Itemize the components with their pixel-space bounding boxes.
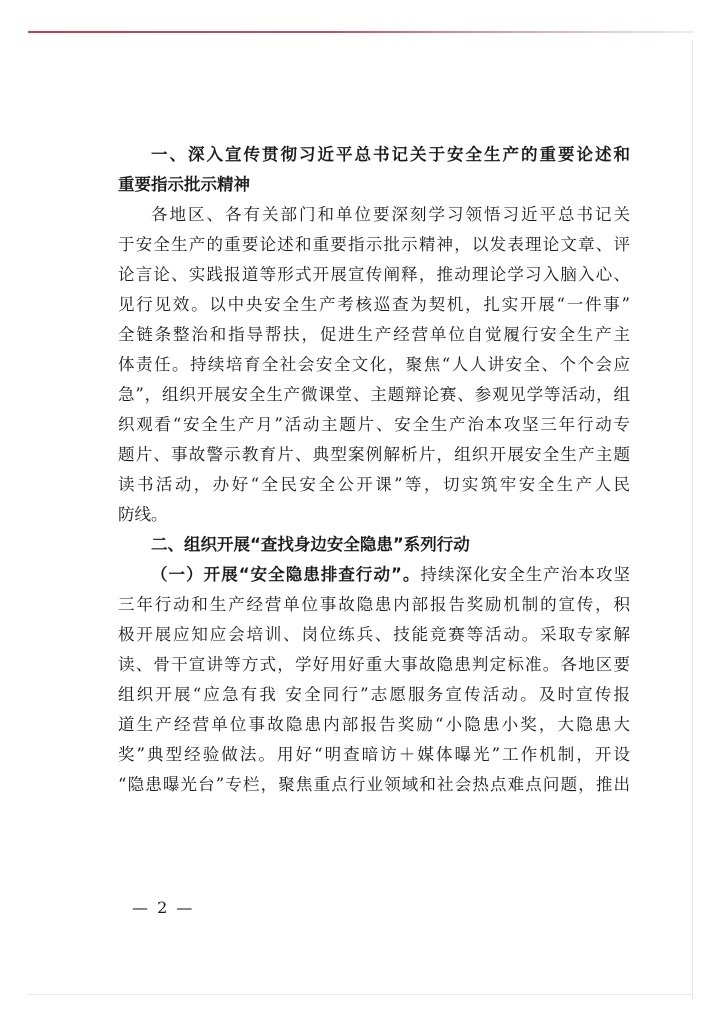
section2-heading: 二、组织开展“查找身边安全隐患”系列行动 [151, 535, 470, 554]
section2-sub1-first-line [118, 560, 630, 590]
section1-paragraph-line: 各地区、各有关部门和单位要深刻学习领悟习近平总书记关 [151, 205, 630, 224]
section2-sub1-title: （一）开展“安全隐患排查行动”。 [151, 565, 421, 584]
section2-paragraph-line: 三年行动和生产经营单位事故隐患内部报告奖励机制的宣传，积 [118, 595, 630, 614]
section2-paragraph-line: 道生产经营单位事故隐患内部报告奖励“小隐患小奖，大隐患大 [118, 715, 630, 734]
section1-paragraph-line: 见行见效。以中央安全生产考核巡查为契机，扎实开展“一件事” [118, 295, 630, 314]
document-body [118, 140, 630, 800]
section1-paragraph-line: 于安全生产的重要论述和重要指示批示精神，以发表理论文章、评 [118, 235, 630, 254]
section1-paragraph-line: 防线。 [118, 505, 168, 524]
header-rule [28, 31, 694, 33]
section1-paragraph-line: 论言论、实践报道等形式开展宣传阐释，推动理论学习入脑入心、 [118, 265, 630, 284]
section2-paragraph-line: 读、骨干宣讲等方式，学好用好重大事故隐患判定标准。各地区要 [118, 655, 630, 674]
page-number: — 2 — [132, 898, 195, 917]
section2-paragraph-line: 奖”典型经验做法。用好“明查暗访＋媒体曝光”工作机制，开设 [118, 745, 630, 764]
section2-paragraph-line: 组织开展“应急有我 安全同行”志愿服务宣传活动。及时宣传报 [118, 685, 630, 704]
section2-sub1-first-rest: 持续深化安全生产治本攻坚 [420, 565, 630, 584]
section1-heading-line-2: 重要指示批示精神 [118, 175, 250, 194]
section1-paragraph-line: 急”，组织开展安全生产微课堂、主题辩论赛、参观见学等活动，组 [118, 385, 630, 404]
page-edge [692, 40, 693, 1000]
section1-paragraph-line: 题片、事故警示教育片、典型案例解析片，组织开展安全生产主题 [118, 445, 630, 464]
footer-rule [28, 994, 694, 995]
section1-paragraph-line: 读书活动，办好“全民安全公开课”等，切实筑牢安全生产人民 [118, 475, 630, 494]
section1-heading-line-1: 一、深入宣传贯彻习近平总书记关于安全生产的重要论述和 [151, 145, 630, 164]
section2-paragraph-line: “隐患曝光台”专栏，聚焦重点行业领域和社会热点难点问题，推出 [118, 775, 630, 794]
section1-paragraph-line: 体责任。持续培育全社会安全文化，聚焦“人人讲安全、个个会应 [118, 355, 630, 374]
section1-paragraph-line: 全链条整治和指导帮扶，促进生产经营单位自觉履行安全生产主 [118, 325, 630, 344]
section2-paragraph-line: 极开展应知应会培训、岗位练兵、技能竞赛等活动。采取专家解 [118, 625, 630, 644]
section1-paragraph-line: 织观看“安全生产月”活动主题片、安全生产治本攻坚三年行动专 [118, 415, 630, 434]
